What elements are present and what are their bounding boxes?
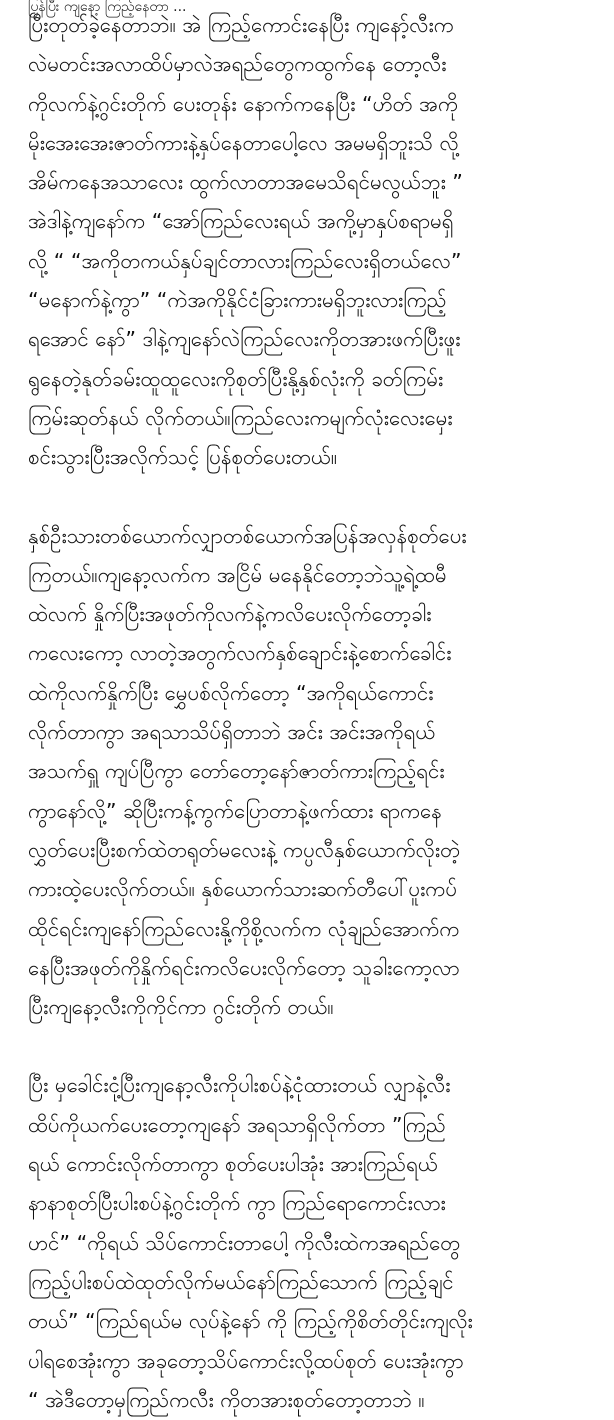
text-line: ထဲလက် နှိုက်ပြီးအဖုတ်ကိုလက်နဲ့ကလိပေးလိုက်တော့ခါး: [28, 602, 432, 627]
text-line: ကွာနော်လို့” ဆိုပြီးကန့်ကွက်ပြောတာနဲ့ဖက်ထား ရာကနေ: [28, 798, 442, 823]
text-line: ရယ် ကောင်းလိုက်တာကွာ စုတ်ပေးပါအုံး အားကြည်ရယ်: [28, 1152, 438, 1177]
text-line: လိုက်တာကွာ အရသာသိပ်ရှိတာဘဲ အင်း အင်းအကိုရယ်: [28, 720, 436, 745]
text-line: မိုးအေးအေးဇာတ်ကားနဲ့နှပ်နေတာပေါ့လေ အမမရှိဘူးသိ လို့: [28, 130, 459, 155]
text-line: လို့ “ “အကိုတကယ်နှပ်ချင်တာလားကြည်လေးရှိတယ်လေ”: [28, 248, 462, 273]
text-line: “မနောက်နဲ့ကွာ” “ကဲအကိုနိုင်ငံခြားကားမရှိဘူးလားကြည့်: [28, 288, 447, 313]
paragraph-3: [28, 1066, 596, 1420]
text-line: ကလေးကော့ လာတဲ့အတွက်လက်နှစ်ချောင်းနဲ့စောက်ခေါင်း: [28, 641, 452, 666]
paragraph-1: [28, 6, 596, 478]
text-line: ပါရစေအုံးကွာ အခုတော့သိပ်ကောင်းလို့ထပ်စုတ် ပေးအုံးကွာ: [28, 1348, 464, 1373]
text-line: ရွနေတဲ့နုတ်ခမ်းထူထူလေးကိုစုတ်ပြီးနို့နှစ်လုံးကို ခတ်ကြမ်း: [28, 366, 444, 391]
text-line: လွှတ်ပေးပြီးစက်ထဲတရုတ်မလေးနဲ့ ကပ္ပလီနှစ်ယောက်လိုးတဲ့: [28, 837, 461, 862]
text-line: ကြည့်ပါးစပ်ထဲထုတ်လိုက်မယ်နော်ကြည်သောက် ကြည့်ချင်: [28, 1269, 454, 1294]
text-line: ကားထဲ့ပေးလိုက်တယ်။ နှစ်ယောက်သားဆက်တီပေါ်ပူးကပ်: [28, 877, 458, 902]
text-line: စင်းသွားပြီးအလိုက်သင့် ပြန်စုတ်ပေးတယ်။: [28, 445, 338, 470]
text-line: တယ်” “ကြည်ရယ်မ လုပ်နဲ့နော် ကို ကြည့်ကိုစိတ်တိုင်းကျလိုး: [28, 1309, 473, 1334]
text-line: ကိုလက်နဲ့ဂွင်းတိုက် ပေးတုန်း နောက်ကနေပြီး “ဟိတ် အကို: [28, 91, 459, 116]
text-line: လဲမတင်းအလာထိပ်မှာလဲအရည်တွေကထွက်နေ တော့လီး: [28, 52, 447, 77]
cut-off-top-line: ပြန်ပြီး ကျနော့ ကြည့်နေတာ ...: [28, 0, 187, 15]
paragraph-spacer: [28, 478, 596, 517]
text-line: ပြီးတုတ်ခဲ့နေတာဘဲ။ အဲ ကြည့်ကောင်းနေပြီး ကျနော့်လီးက: [28, 13, 454, 37]
text-line: ထဲကိုလက်နှိုက်ပြီး မွှေပစ်လိုက်တော့ “အကိုရယ်ကောင်း: [28, 680, 434, 705]
paragraph-2: [28, 517, 596, 1028]
text-line: အသက်ရှူ ကျပ်ပြီကွာ တော်တော့နော်ဇာတ်ကားကြည့်ရင်း: [28, 759, 445, 784]
text-line: နေပြီးအဖုတ်ကိုနှိုက်ရင်းကလိပေးလိုက်တော့ သူခါးကော့လာ: [28, 955, 460, 980]
text-line: ရအောင် နော်” ဒါနဲ့ကျနော်လဲကြည်လေးကိုတအားဖက်ပြီးဖူး: [28, 327, 461, 352]
text-line: နှစ်ဦးသားတစ်ယောက်လျှာတစ်ယောက်အပြန်အလှန်စုတ်ပေး: [28, 523, 467, 548]
text-line: အိမ်ကနေအသာလေး ထွက်လာတာအမေသိရင်မလွယ်ဘူး ”: [28, 170, 463, 195]
text-line: ဟင်” “ကိုရယ် သိပ်ကောင်းတာပေါ့ ကိုလီးထဲကအရည်တွေ: [28, 1230, 461, 1255]
text-line: ပြီး မှခေါင်းငုံ့ပြီးကျနော့လီးကိုပါးစပ်နဲ့ငုံထားတယ် လျှာနဲ့လီး: [28, 1073, 451, 1098]
text-line: ပြီးကျနော့လီးကိုကိုင်ကာ ဂွင်းတိုက် တယ်။: [28, 995, 334, 1020]
text-line: ကြမ်းဆုတ်နယ် လိုက်တယ်။ကြည်လေးကမျက်လုံးလေးမှေး: [28, 405, 453, 430]
text-line: ထိုင်ရင်းကျနော်ကြည်လေးနို့ကိုစို့လက်က လုံချည်အောက်က: [28, 916, 460, 941]
text-line: နာနာစုတ်ပြီးပါးစပ်နဲ့ဂွင်းတိုက် ကွာ ကြည်ရောကောင်းလား: [28, 1191, 446, 1216]
paragraph-spacer: [28, 1027, 596, 1066]
text-line: အဲဒါနဲ့ကျနော်က “အော်ကြည်လေးရယ် အကို့မှာနှပ်စရာမရှိ: [28, 209, 454, 234]
text-line: ထိပ်ကိုယက်ပေးတော့ကျနော် အရသာရှိလိုက်တာ ”ကြည်: [28, 1112, 446, 1137]
text-line: ကြတယ်။ကျနော့လက်က အငြိမ် မနေနိုင်တော့ဘဲသူ့ရဲ့ထမီ: [28, 562, 447, 587]
text-line: “ အဲဒီတော့မှကြည်ကလီး ကိုတအားစုတ်တော့တာဘဲ ။: [28, 1387, 425, 1412]
